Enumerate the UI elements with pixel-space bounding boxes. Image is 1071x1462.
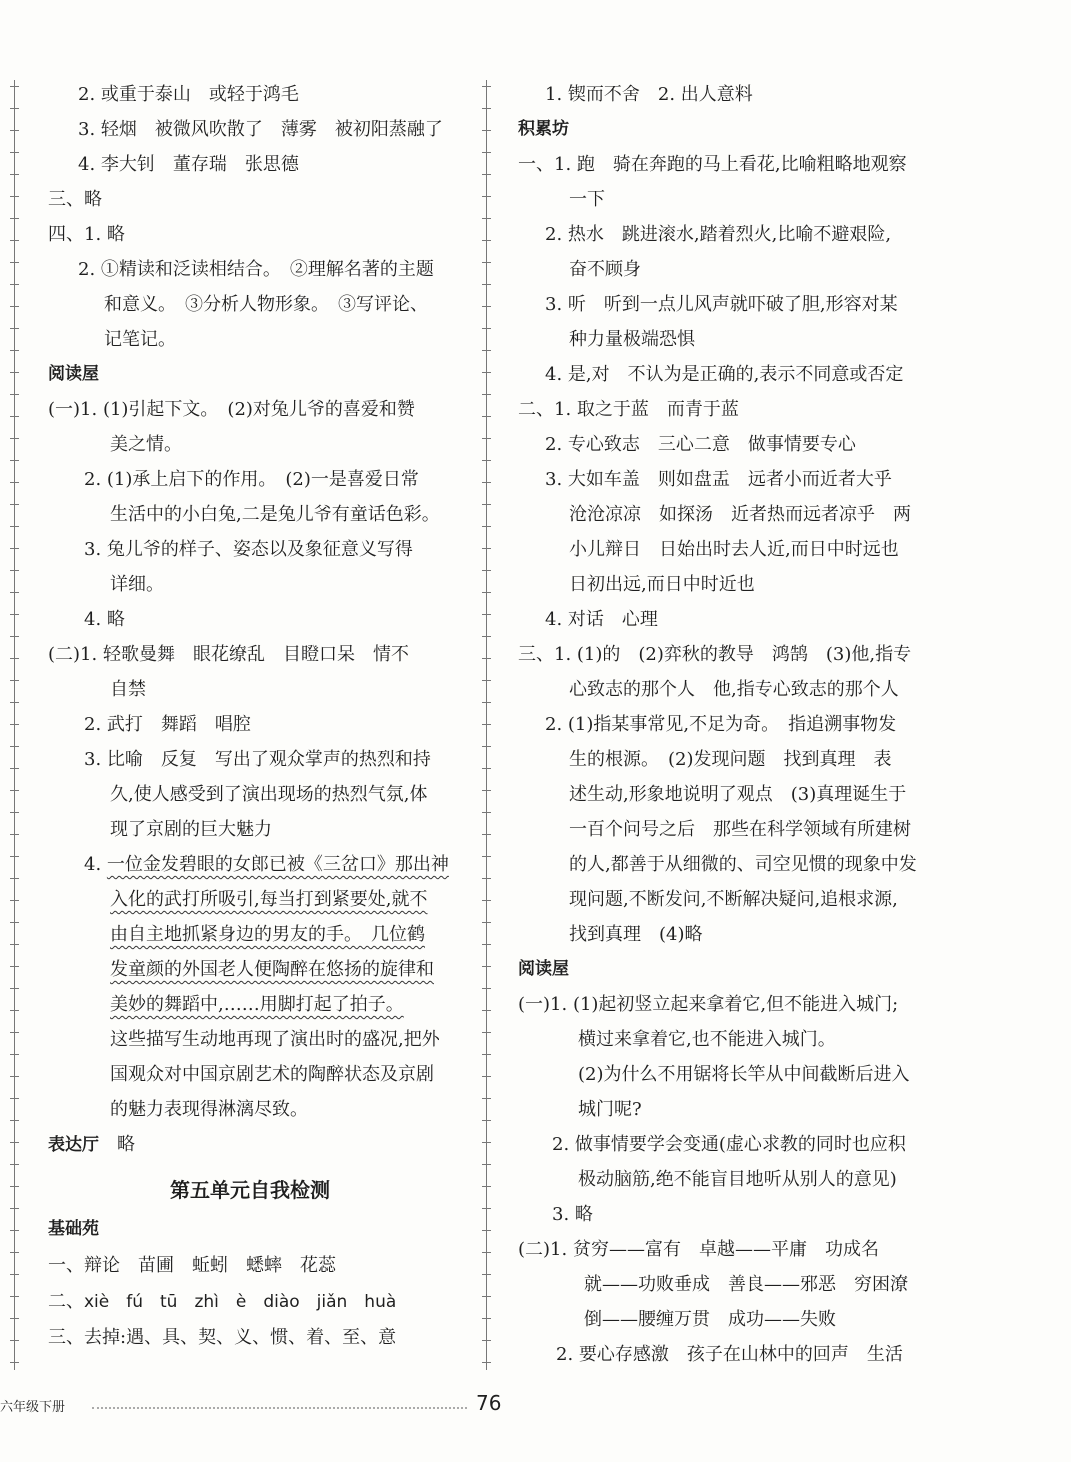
answer-line: 一、1. 跑 骑在奔跑的马上看花,比喻粗略地观察 <box>518 154 907 175</box>
answer-line: 三、去掉:遇、具、契、义、惯、着、至、意 <box>48 1327 397 1348</box>
answer-line: 4. 对话 心理 <box>545 609 658 630</box>
answer-line: 极动脑筋,绝不能盲目地听从别人的意见) <box>578 1169 897 1190</box>
answer-line: 记笔记。 <box>104 329 176 350</box>
answer-line: 生活中的小白兔,二是兔儿爷有童话色彩。 <box>110 504 440 525</box>
answer-line: 述生动,形象地说明了观点 (3)真理诞生于 <box>569 784 907 805</box>
answer-line: 3. 略 <box>552 1204 593 1225</box>
answer-line <box>110 987 404 1022</box>
answer-line: 四、1. 略 <box>48 224 125 245</box>
answer-line: 2. (1)指某事常见,不足为奇。 指追溯事物发 <box>545 714 897 735</box>
answer-line: 3. 兔儿爷的样子、姿态以及象征意义写得 <box>84 539 413 560</box>
underlined-quote: 美妙的舞蹈中,……用脚打起了拍子。 <box>110 994 404 1015</box>
answer-line: 一、辩论 苗圃 蚯蚓 蟋蟀 花蕊 <box>48 1255 336 1276</box>
underlined-quote: 一位金发碧眼的女郎已被《三岔口》那出神 <box>106 854 449 875</box>
answer-line: 的魅力表现得淋漓尽致。 <box>110 1099 308 1120</box>
answer-line: 2. 热水 跳进滚水,踏着烈火,比喻不避艰险, <box>545 224 892 245</box>
answer-line: 日初出远,而日中时近也 <box>569 574 755 595</box>
answer-line: 心致志的那个人 他,指专心致志的那个人 <box>569 679 899 700</box>
answer-line: 久,使人感受到了演出现场的热烈气氛,体 <box>110 784 428 805</box>
answer-line: 2. ①精读和泛读相结合。 ②理解名著的主题 <box>78 259 434 280</box>
underlined-quote: 入化的武打所吸引,每当打到紧要处,就不 <box>110 889 428 910</box>
answer-line: 一百个问号之后 那些在科学领域有所建树 <box>569 819 911 840</box>
answer-line: 4. 一位金发碧眼的女郎已被《三岔口》那出神 <box>84 854 449 875</box>
answer-line: 生的根源。 (2)发现问题 找到真理 表 <box>569 749 892 770</box>
answer-line: 表达厅 略 <box>48 1134 135 1155</box>
footer-dotted-line <box>92 1407 467 1409</box>
answer-line: (二)1. 轻歌曼舞 眼花缭乱 目瞪口呆 情不 <box>48 644 409 665</box>
answer-line: 现了京剧的巨大魅力 <box>110 819 272 840</box>
answer-line: 沧沧凉凉 如探汤 近者热而远者凉乎 两 <box>569 504 911 525</box>
answer-line: 2. 专心致志 三心二意 做事情要专心 <box>545 434 856 455</box>
underlined-quote: 发童颜的外国老人便陶醉在悠扬的旋律和 <box>110 959 434 980</box>
answer-line: 的人,都善于从细微的、司空见惯的现象中发 <box>569 854 917 875</box>
answer-line: (一)1. (1)起初竖立起来拿着它,但不能进入城门; <box>518 994 899 1015</box>
answer-line: 和意义。 ③分析人物形象。 ③写评论、 <box>104 294 428 315</box>
answer-line: 现问题,不断发问,不断解决疑问,追根求源, <box>569 889 898 910</box>
pinyin-answers: xiè fú tū zhì è diào jiǎn huà <box>84 1292 397 1312</box>
page-number: 76 <box>476 1391 502 1415</box>
answer-line: 4. 李大钊 董存瑞 张思德 <box>78 154 299 175</box>
section-title: 第五单元自我检测 <box>170 1178 330 1202</box>
answer-line: 三、1. (1)的 (2)弈秋的教导 鸿鹄 (3)他,指专 <box>518 644 912 665</box>
answer-line: 4. 略 <box>84 609 125 630</box>
answer-line: 2. 要心存感激 孩子在山林中的回声 生活 <box>556 1344 903 1365</box>
answer-line: 就——功败垂成 善良——邪恶 穷困潦 <box>584 1274 908 1295</box>
answer-line: 3. 轻烟 被微风吹散了 薄雾 被初阳蒸融了 <box>78 119 443 140</box>
answer-line: 3. 大如车盖 则如盘盂 远者小而近者大乎 <box>545 469 892 490</box>
answer-line <box>110 952 434 987</box>
answer-line: 2. 做事情要学会变通(虚心求教的同时也应积 <box>552 1134 906 1155</box>
answer-line: 2. (1)承上启下的作用。 (2)一是喜爱日常 <box>84 469 419 490</box>
answer-line: 美之情。 <box>110 434 182 455</box>
answer-line: (2)为什么不用锯将长竿从中间截断后进入 <box>578 1064 910 1085</box>
answer-line: 2. 武打 舞蹈 唱腔 <box>84 714 251 735</box>
answer-line: 横过来拿着它,也不能进入城门。 <box>578 1029 836 1050</box>
answer-line: 城门呢? <box>578 1099 642 1120</box>
answer-line: 倒——腰缠万贯 成功——失败 <box>584 1309 836 1330</box>
answer-line: 二、1. 取之于蓝 而青于蓝 <box>518 399 739 420</box>
answer-line <box>110 917 425 952</box>
answer-line: 奋不顾身 <box>569 259 641 280</box>
answer-line: 一下 <box>569 189 605 210</box>
answer-line: 详细。 <box>110 574 164 595</box>
answer-line: 国观众对中国京剧艺术的陶醉状态及京剧 <box>110 1064 434 1085</box>
answer-line: 2. 或重于泰山 或轻于鸿毛 <box>78 84 299 105</box>
answer-line <box>110 882 427 917</box>
underlined-quote: 由自主地抓紧身边的男友的手。 几位鹤 <box>110 924 425 945</box>
answer-line: 1. 锲而不舍 2. 出人意料 <box>545 84 753 105</box>
answer-line: 4. 是,对 不认为是正确的,表示不同意或否定 <box>545 364 904 385</box>
section-heading: 基础苑 <box>48 1219 99 1239</box>
answer-line: 小儿辩日 日始出时去人近,而日中时远也 <box>569 539 899 560</box>
section-heading: 表达厅 <box>48 1135 99 1155</box>
answer-line: 二、xiè fú tū zhì è diào jiǎn huà <box>48 1291 397 1312</box>
answer-line: (一)1. (1)引起下文。 (2)对兔儿爷的喜爱和赞 <box>48 399 415 420</box>
answer-line: (二)1. 贫穷——富有 卓越——平庸 功成名 <box>518 1239 879 1260</box>
section-heading: 阅读屋 <box>48 364 99 384</box>
answer-line: 这些描写生动地再现了演出时的盛况,把外 <box>110 1029 440 1050</box>
answer-line: 3. 听 听到一点儿风声就吓破了胆,形容对某 <box>545 294 898 315</box>
footer-grade: 六年级下册 <box>0 1400 66 1415</box>
center-margin-ticks <box>482 86 491 1366</box>
answer-line: 种力量极端恐惧 <box>569 329 695 350</box>
section-heading: 积累坊 <box>518 119 569 139</box>
answer-line: 3. 比喻 反复 写出了观众掌声的热烈和持 <box>84 749 431 770</box>
answer-line: 找到真理 (4)略 <box>569 924 703 945</box>
section-heading: 阅读屋 <box>518 959 569 979</box>
left-margin-ticks <box>10 86 19 1366</box>
answer-line: 三、略 <box>48 189 102 210</box>
answer-line: 自禁 <box>110 679 146 700</box>
